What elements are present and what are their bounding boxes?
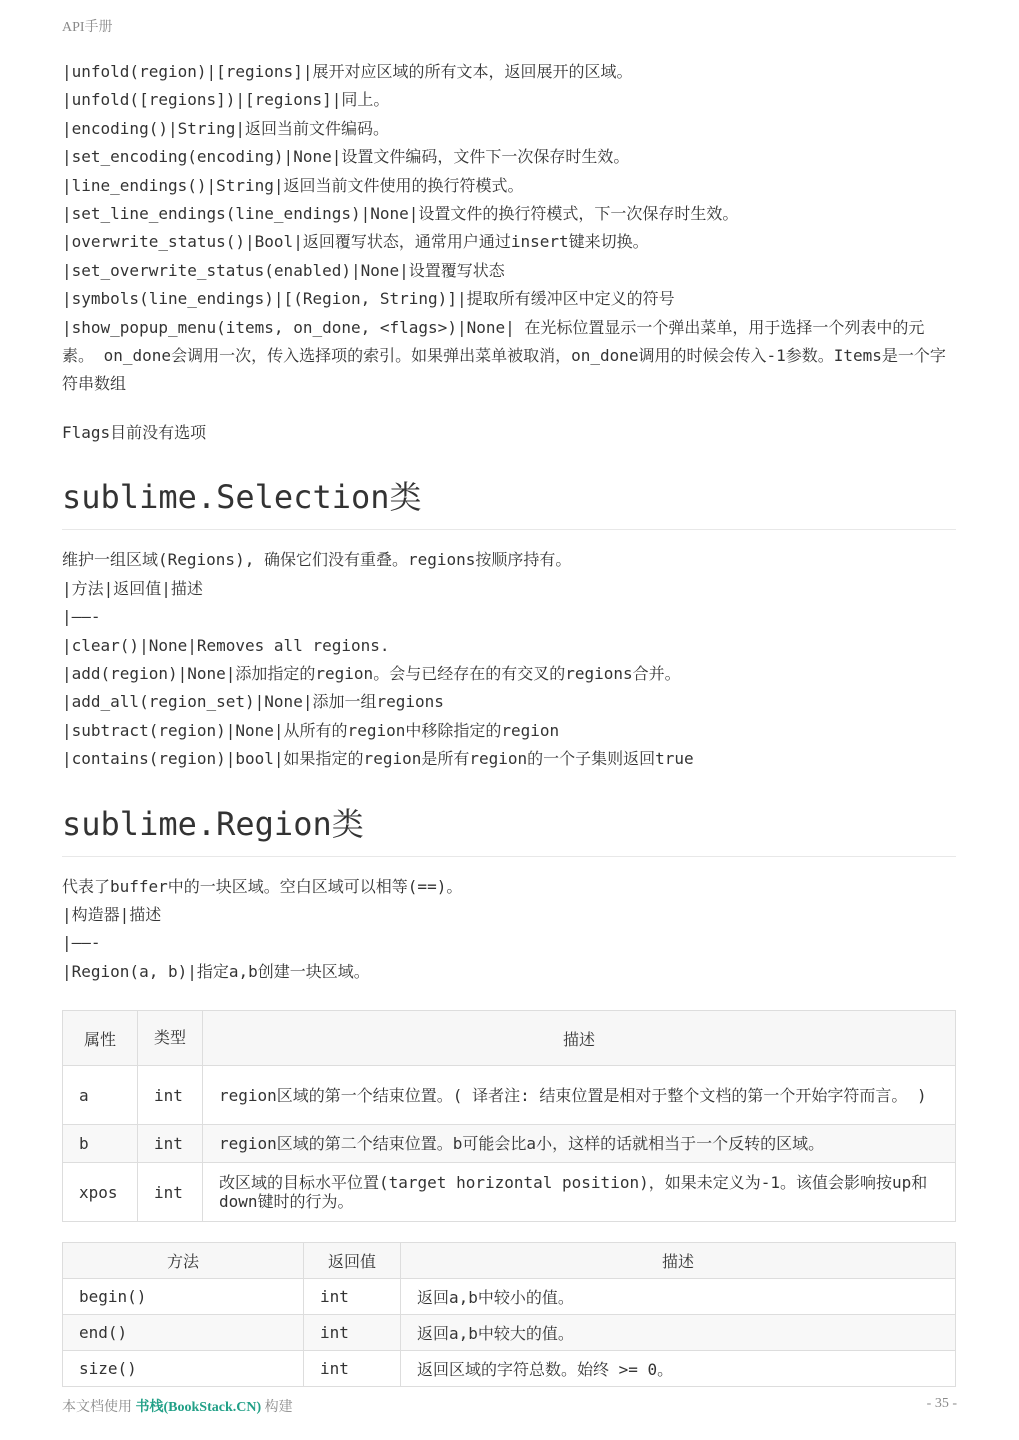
selection-intro: 维护一组区域(Regions), 确保它们没有重叠。regions按顺序持有。 xyxy=(62,550,572,570)
method-name: size() xyxy=(63,1351,304,1387)
view-method-list xyxy=(62,58,956,399)
region-line: |构造器|描述 xyxy=(62,904,162,924)
table-row xyxy=(63,1125,956,1163)
page-number: - 35 - xyxy=(926,1396,957,1411)
method-line: |set_encoding(encoding)|None|设置文件编码，文件下一次保存时生效。 xyxy=(62,147,630,167)
region-heading: sublime.Region类 xyxy=(62,804,956,857)
selection-line: |方法|返回值|描述 xyxy=(62,578,203,598)
attr-type: int xyxy=(138,1066,203,1125)
table-row xyxy=(63,1351,956,1387)
region-section xyxy=(62,873,956,987)
page-footer xyxy=(62,1396,293,1416)
method-name: begin() xyxy=(63,1279,304,1315)
method-return: int xyxy=(304,1351,401,1387)
method-return: int xyxy=(304,1315,401,1351)
method-desc: 返回a,b中较大的值。 xyxy=(401,1315,956,1351)
attr-name: a xyxy=(63,1066,138,1125)
method-desc: 返回a,b中较小的值。 xyxy=(401,1279,956,1315)
table-header: 类型 xyxy=(138,1011,203,1066)
method-line: |symbols(line_endings)|[(Region, String)]|提取所有缓冲区中定义的符号 xyxy=(62,289,675,309)
region-line: |——- xyxy=(62,933,101,953)
method-name: end() xyxy=(63,1315,304,1351)
selection-line: |contains(region)|bool|如果指定的region是所有region的一个子集则返回true xyxy=(62,749,694,769)
selection-section xyxy=(62,546,956,773)
method-line: |unfold(region)|[regions]|展开对应区域的所有文本，返回展开的区域。 xyxy=(62,62,633,81)
table-row xyxy=(63,1315,956,1351)
table-header: 属性 xyxy=(63,1011,138,1066)
region-attribute-table xyxy=(62,1010,956,1222)
table-row xyxy=(63,1279,956,1315)
table-row xyxy=(63,1163,956,1222)
table-header: 方法 xyxy=(63,1243,304,1279)
attr-name: b xyxy=(63,1125,138,1163)
method-return: int xyxy=(304,1279,401,1315)
attr-type: int xyxy=(138,1125,203,1163)
document-content xyxy=(62,58,956,1387)
method-line: |set_overwrite_status(enabled)|None|设置覆写状态 xyxy=(62,260,505,280)
footer-prefix: 本文档使用 xyxy=(62,1400,136,1415)
method-line: |set_line_endings(line_endings)|None|设置文件的换行符模式，下一次保存时生效。 xyxy=(62,204,739,224)
selection-line: |clear()|None|Removes all regions. xyxy=(62,635,390,655)
footer-suffix: 构建 xyxy=(261,1400,293,1415)
attr-desc: region区域的第二个结束位置。b可能会比a小，这样的话就相当于一个反转的区域。 xyxy=(203,1125,956,1163)
method-line: |line_endings()|String|返回当前文件使用的换行符模式。 xyxy=(62,175,524,195)
selection-line: |add(region)|None|添加指定的region。会与已经存在的有交叉的regions合并。 xyxy=(62,663,681,683)
page-header: API手册 xyxy=(62,20,113,35)
method-line: |encoding()|String|返回当前文件编码。 xyxy=(62,118,390,138)
flags-note: Flags目前没有选项 xyxy=(62,422,207,442)
region-method-table xyxy=(62,1242,956,1387)
region-line: |Region(a, b)|指定a,b创建一块区域。 xyxy=(62,961,370,981)
method-line: |unfold([regions])|[regions]|同上。 xyxy=(62,90,390,110)
table-header: 返回值 xyxy=(304,1243,401,1279)
selection-line: |add_all(region_set)|None|添加一组regions xyxy=(62,692,444,712)
selection-heading: sublime.Selection类 xyxy=(62,477,956,530)
selection-line: |subtract(region)|None|从所有的region中移除指定的region xyxy=(62,720,560,740)
selection-line: |——- xyxy=(62,607,101,627)
attr-name: xpos xyxy=(63,1163,138,1222)
method-desc: 返回区域的字符总数。始终 >= 0。 xyxy=(401,1351,956,1387)
method-line: |overwrite_status()|Bool|返回覆写状态，通常用户通过insert键来切换。 xyxy=(62,232,649,252)
table-row xyxy=(63,1066,956,1125)
table-header: 描述 xyxy=(203,1011,956,1066)
attr-type: int xyxy=(138,1163,203,1222)
table-header: 描述 xyxy=(401,1243,956,1279)
footer-brand-link[interactable]: 书栈(BookStack.CN) xyxy=(135,1400,262,1415)
attr-desc: region区域的第一个结束位置。( 译者注: 结束位置是相对于整个文档的第一个开始字符而言。 ) xyxy=(203,1066,956,1125)
region-intro: 代表了buffer中的一块区域。空白区域可以相等(==)。 xyxy=(62,876,463,896)
method-line: |show_popup_menu(items, on_done, <flags>)|None| 在光标位置显示一个弹出菜单，用于选择一个列表中的元素。 on_done会调用一次，传入选择项的索引。如果弹出菜单被取消，on_done调用的时候会传入-1参数。Items是一个字符串数组 xyxy=(62,317,946,394)
attr-desc: 改区域的目标水平位置(target horizontal position)，如果未定义为-1。该值会影响按up和down键时的行为。 xyxy=(203,1163,956,1222)
